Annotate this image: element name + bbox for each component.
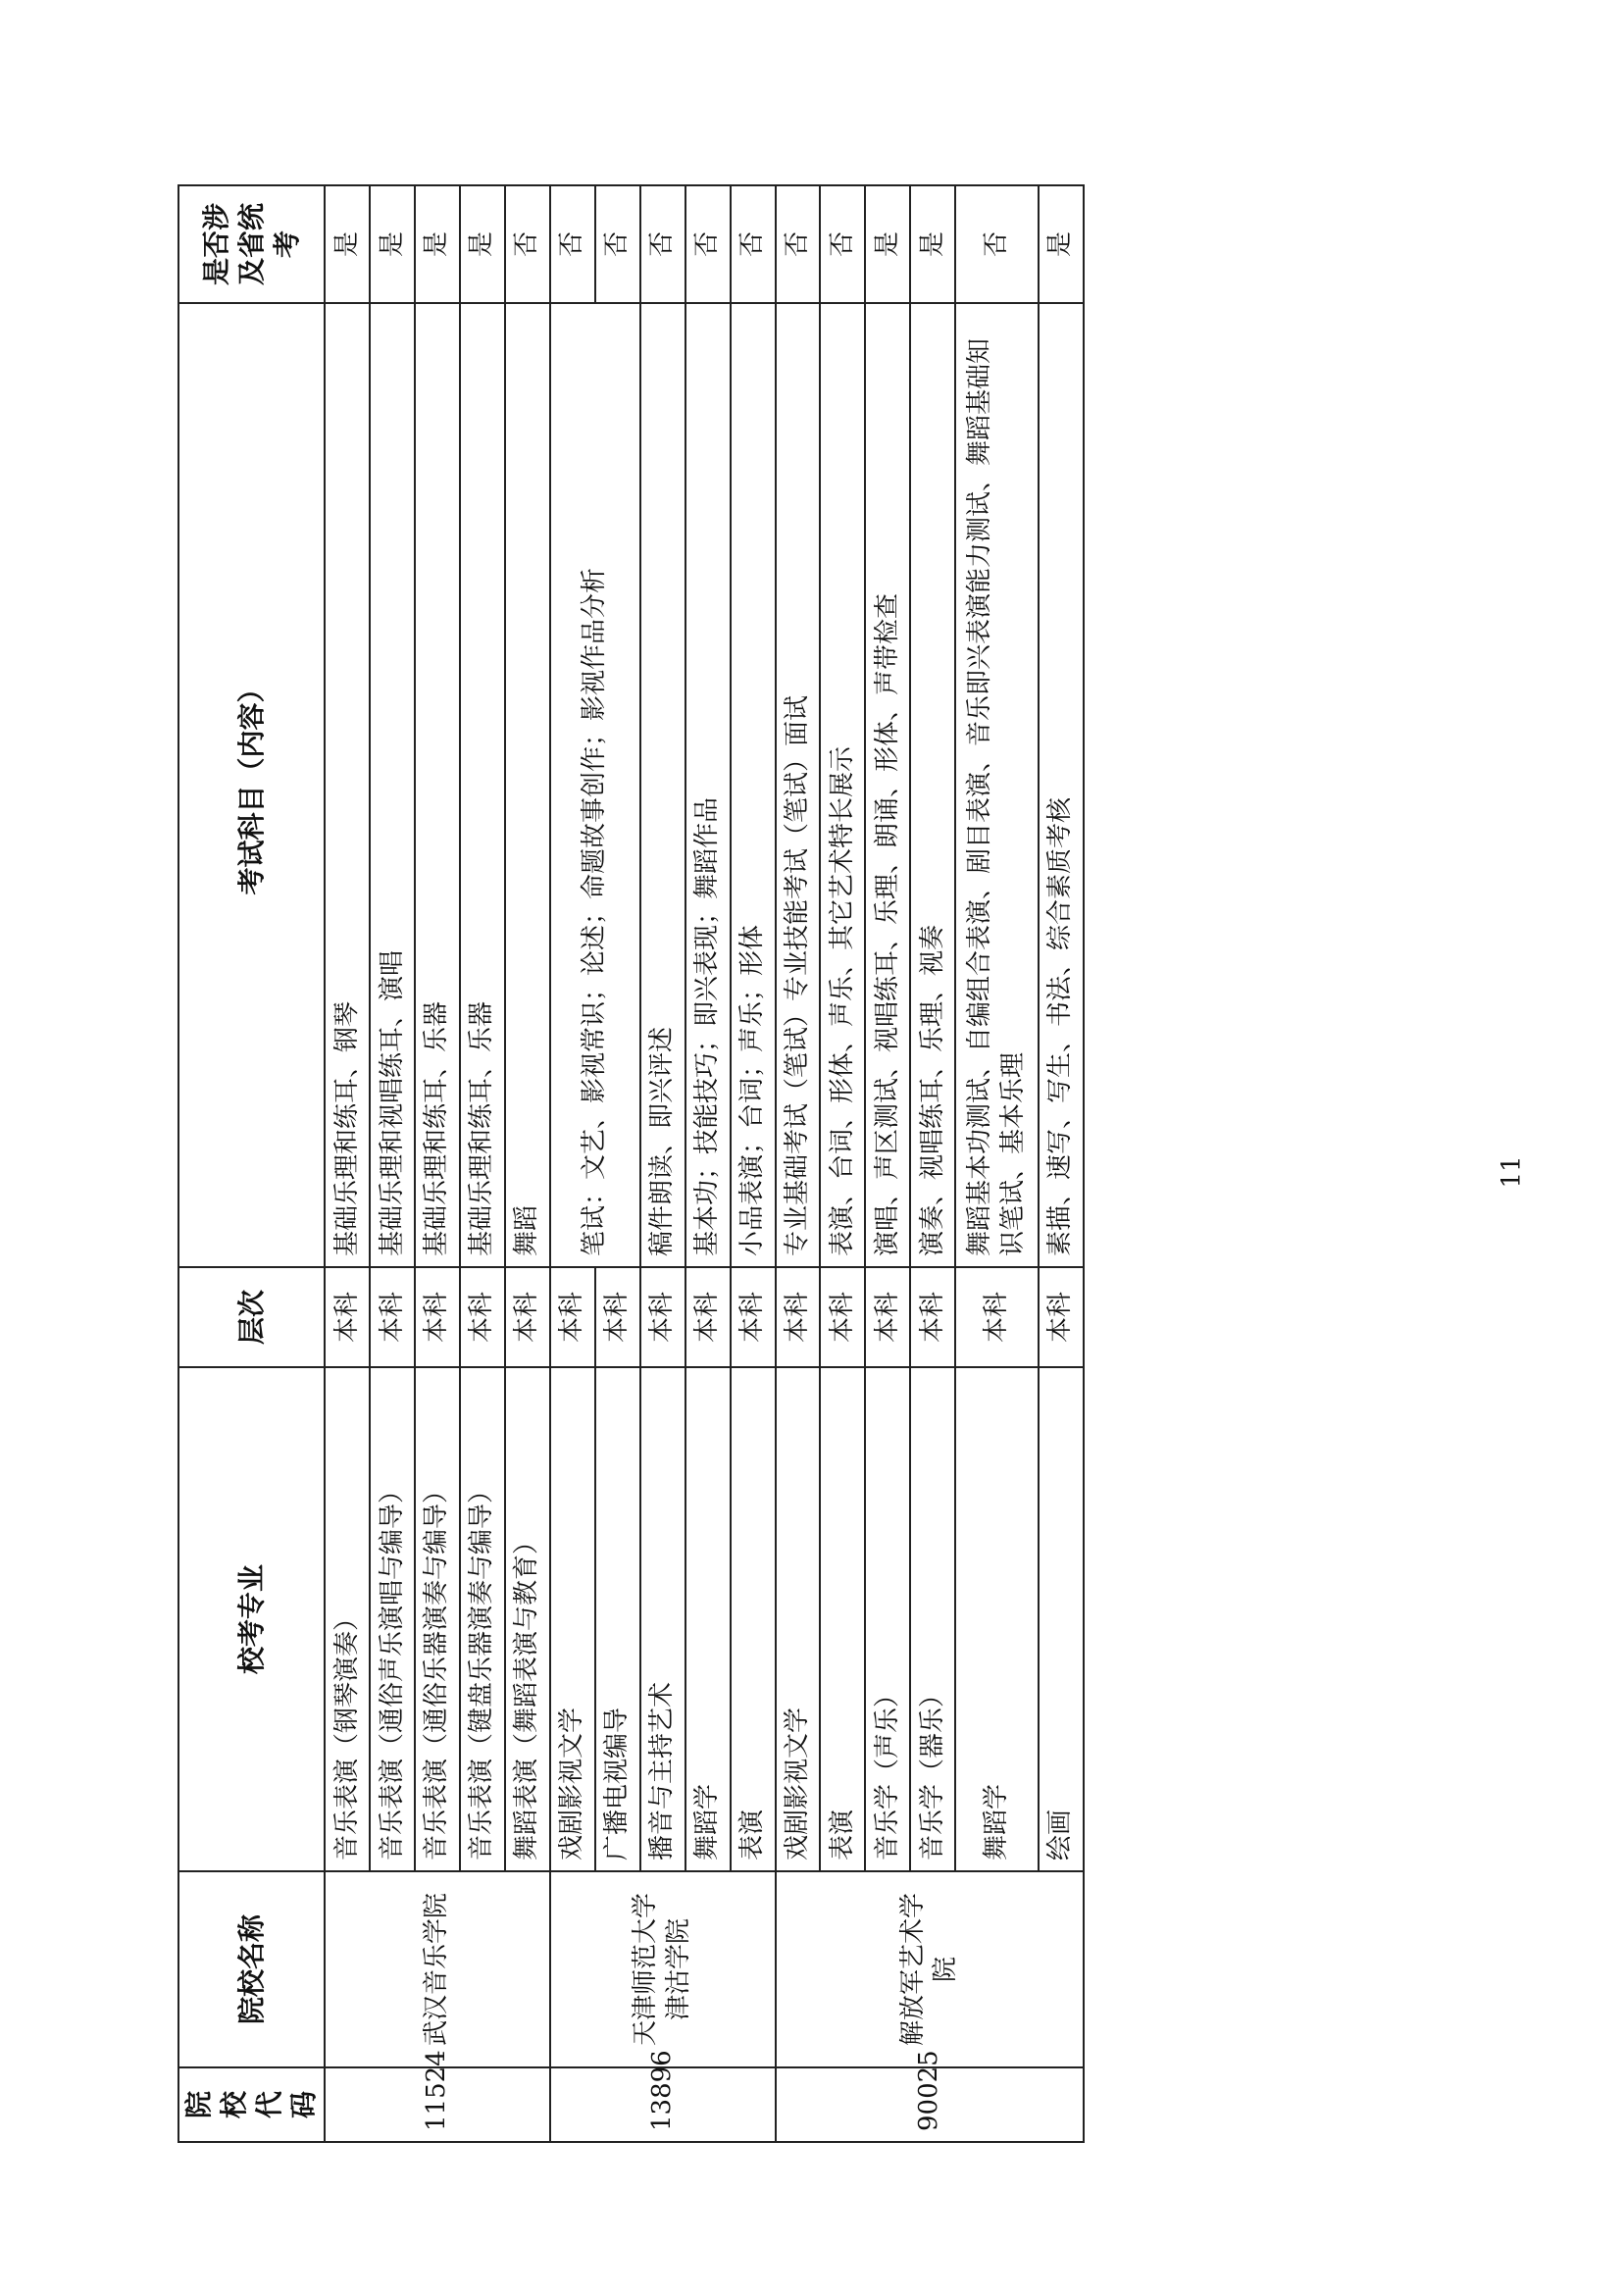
level-cell: 本科 [595, 1267, 640, 1367]
major-cell: 音乐表演（通俗乐器演奏与编导） [415, 1367, 460, 1871]
header-subjects: 考试科目（内容） [178, 303, 325, 1267]
provincial-cell: 否 [550, 185, 595, 303]
major-cell: 表演 [820, 1367, 865, 1871]
table-row [370, 185, 415, 2142]
level-cell: 本科 [370, 1267, 415, 1367]
provincial-cell: 否 [685, 185, 731, 303]
major-cell: 音乐学（声乐） [865, 1367, 910, 1871]
subjects-cell: 舞蹈 [505, 303, 550, 1267]
level-cell: 本科 [505, 1267, 550, 1367]
subjects-cell: 稿件朗读、即兴评述 [640, 303, 685, 1267]
level-cell: 本科 [640, 1267, 685, 1367]
level-cell: 本科 [685, 1267, 731, 1367]
subjects-cell: 笔试：文艺、影视常识；论述；命题故事创作；影视作品分析 [550, 303, 640, 1267]
level-cell: 本科 [731, 1267, 776, 1367]
level-cell: 本科 [776, 1267, 821, 1367]
header-row [178, 185, 325, 2142]
subjects-cell: 素描、速写、写生、书法、综合素质考核 [1039, 303, 1084, 1267]
table-row [731, 185, 776, 2142]
header-level: 层次 [178, 1267, 325, 1367]
provincial-cell: 是 [370, 185, 415, 303]
major-cell: 音乐表演（通俗声乐演唱与编导） [370, 1367, 415, 1871]
provincial-cell: 是 [910, 185, 955, 303]
rotated-table-container [178, 186, 1085, 2143]
subjects-cell: 基础乐理和练耳、钢琴 [325, 303, 370, 1267]
major-cell: 表演 [731, 1367, 776, 1871]
provincial-cell: 是 [1039, 185, 1084, 303]
table-row [910, 185, 955, 2142]
major-cell: 戏剧影视文学 [550, 1367, 595, 1871]
level-cell: 本科 [415, 1267, 460, 1367]
table-row [640, 185, 685, 2142]
major-cell: 广播电视编导 [595, 1367, 640, 1871]
subjects-cell: 小品表演；台词；声乐；形体 [731, 303, 776, 1267]
level-cell: 本科 [865, 1267, 910, 1367]
subjects-cell: 舞蹈基本功测试、自编组合表演、剧目表演、音乐即兴表演能力测试、舞蹈基础知识笔试、基本乐理 [955, 303, 1039, 1267]
exam-subjects-table [178, 184, 1085, 2143]
provincial-cell: 否 [820, 185, 865, 303]
provincial-cell: 是 [460, 185, 505, 303]
level-cell: 本科 [460, 1267, 505, 1367]
page-number: 11 [1497, 1155, 1527, 1189]
provincial-cell: 否 [731, 185, 776, 303]
header-school: 院校名称 [178, 1871, 325, 2067]
subjects-cell: 基础乐理和练耳、乐器 [460, 303, 505, 1267]
provincial-cell: 否 [505, 185, 550, 303]
provincial-cell: 否 [595, 185, 640, 303]
level-cell: 本科 [325, 1267, 370, 1367]
table-row [776, 185, 821, 2142]
subjects-cell: 基本功；技能技巧；即兴表现；舞蹈作品 [685, 303, 731, 1267]
table-row [550, 185, 595, 2142]
provincial-cell: 否 [640, 185, 685, 303]
table-row [460, 185, 505, 2142]
provincial-cell: 否 [776, 185, 821, 303]
provincial-cell: 是 [865, 185, 910, 303]
table-row [415, 185, 460, 2142]
table-row [865, 185, 910, 2142]
major-cell: 音乐表演（钢琴演奏） [325, 1367, 370, 1871]
major-cell: 音乐表演（键盘乐器演奏与编导） [460, 1367, 505, 1871]
subjects-cell: 基础乐理和练耳、乐器 [415, 303, 460, 1267]
header-code: 院校代码 [178, 2067, 325, 2142]
major-cell: 播音与主持艺术 [640, 1367, 685, 1871]
school-name: 解放军艺术学院 [776, 1871, 1084, 2067]
header-provincial: 是否涉及省统考 [178, 185, 325, 303]
provincial-cell: 否 [955, 185, 1039, 303]
table-row [1039, 185, 1084, 2142]
major-cell: 戏剧影视文学 [776, 1367, 821, 1871]
subjects-cell: 演唱、声区测试、视唱练耳、乐理、朗诵、形体、声带检查 [865, 303, 910, 1267]
table-row [685, 185, 731, 2142]
header-major: 校考专业 [178, 1367, 325, 1871]
school-name: 武汉音乐学院 [325, 1871, 550, 2067]
major-cell: 舞蹈表演（舞蹈表演与教育） [505, 1367, 550, 1871]
subjects-cell: 基础乐理和视唱练耳、演唱 [370, 303, 415, 1267]
major-cell: 绘画 [1039, 1367, 1084, 1871]
school-code: 90025 [776, 2067, 1084, 2142]
major-cell: 音乐学（器乐） [910, 1367, 955, 1871]
table-row [955, 185, 1039, 2142]
table-row [325, 185, 370, 2142]
level-cell: 本科 [955, 1267, 1039, 1367]
school-code: 11524 [325, 2067, 550, 2142]
subjects-cell: 演奏、视唱练耳、乐理、视奏 [910, 303, 955, 1267]
provincial-cell: 是 [415, 185, 460, 303]
school-name: 天津师范大学津沽学院 [550, 1871, 776, 2067]
major-cell: 舞蹈学 [955, 1367, 1039, 1871]
level-cell: 本科 [910, 1267, 955, 1367]
table-row [505, 185, 550, 2142]
school-code: 13896 [550, 2067, 776, 2142]
level-cell: 本科 [820, 1267, 865, 1367]
table-row [820, 185, 865, 2142]
level-cell: 本科 [1039, 1267, 1084, 1367]
provincial-cell: 是 [325, 185, 370, 303]
major-cell: 舞蹈学 [685, 1367, 731, 1871]
subjects-cell: 专业基础考试（笔试）专业技能考试（笔试）面试 [776, 303, 821, 1267]
subjects-cell: 表演、台词、形体、声乐、其它艺术特长展示 [820, 303, 865, 1267]
level-cell: 本科 [550, 1267, 595, 1367]
